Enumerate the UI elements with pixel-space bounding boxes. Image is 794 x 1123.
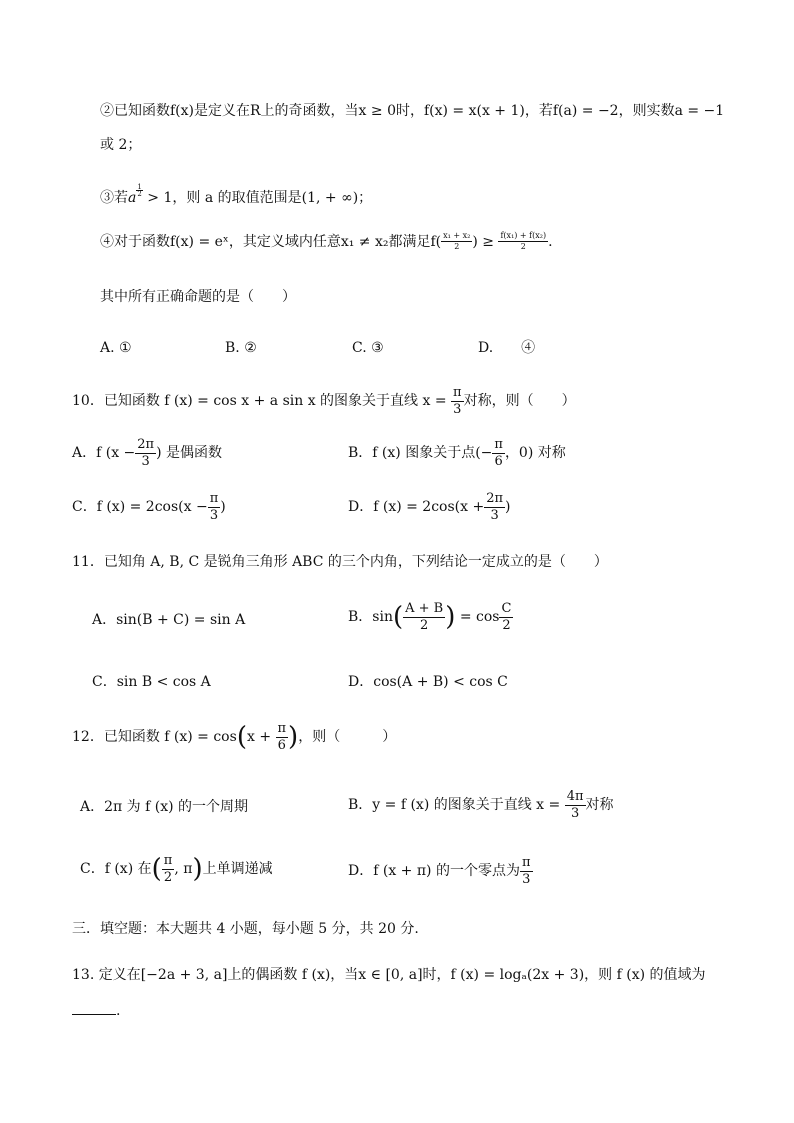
q13-line1: 13. 定义在[−2a + 3, a]上的偶函数 f (x)，当x ∈ [0, a]时，f (x) = logₐ(2x + 3)，则 f (x) 的值域为 <box>72 967 706 983</box>
q10-a-prefix: A．f (x − <box>72 445 136 462</box>
q11-b-den2: 2 <box>502 617 511 633</box>
q12-c-prefix: C．f (x) 在 <box>80 861 152 878</box>
q12-stem-den: 6 <box>277 737 286 753</box>
q9-item3-base: a <box>128 189 137 206</box>
q13-line2-end: . <box>116 1003 121 1019</box>
q10-option-b <box>348 438 566 468</box>
q12-b-num: 4π <box>566 789 584 804</box>
q11-stem: 11．已知角 A, B, C 是锐角三角形 ABC 的三个内角，下列结论一定成立的是（ ） <box>72 554 608 570</box>
q10-option-a <box>72 438 222 468</box>
q11-option-d: D．cos(A + B) < cos C <box>348 674 508 690</box>
q11-b-num: A + B <box>405 601 444 616</box>
q12-b-frac <box>565 790 586 820</box>
q10-d-den: 3 <box>490 507 499 523</box>
q9-item4-right-den: 2 <box>520 242 526 252</box>
q12-c-den: 2 <box>163 869 173 885</box>
q9-item4-left-den: 2 <box>454 242 460 252</box>
q10-d-suffix: ) <box>505 499 511 516</box>
q10-stem <box>72 386 576 416</box>
section3-heading: 三．填空题：本大题共 4 小题，每小题 5 分，共 20 分. <box>72 921 419 937</box>
q10-stem-frac <box>451 386 464 416</box>
q10-d-prefix: D．f (x) = 2cos(x + <box>348 499 485 516</box>
q9-option-b: B. ② <box>225 340 257 356</box>
q10-a-frac <box>135 438 156 468</box>
q9-item4-right-frac <box>498 232 548 252</box>
q10-b-suffix: ，0) 对称 <box>504 445 566 462</box>
q11-b-den: 2 <box>420 617 429 633</box>
q12-b-prefix: B．y = f (x) 的图象关于直线 x = <box>348 797 565 814</box>
q12-b-den: 3 <box>570 805 580 821</box>
q12-c-inner: , π <box>174 861 193 878</box>
q10-d-num: 2π <box>486 491 504 506</box>
q11-b-frac2 <box>499 602 513 632</box>
q12-stem-prefix: 12．已知函数 f (x) = cos <box>72 729 237 746</box>
q12-stem <box>72 722 396 752</box>
q9-option-d: D. ④ <box>478 340 536 356</box>
q12-option-c <box>80 854 273 884</box>
q10-c-num: π <box>209 491 219 506</box>
q9-item3 <box>100 184 372 205</box>
q11-b-num2: C <box>501 601 512 616</box>
q12-c-lparen: ( <box>151 854 162 885</box>
q10-c-den: 3 <box>209 507 219 523</box>
q10-c-suffix: ) <box>220 499 226 516</box>
q12-d-den: 3 <box>522 871 531 887</box>
q10-c-prefix: C．f (x) = 2cos(x − <box>72 499 208 516</box>
q11-option-c: C．sin B < cos A <box>92 674 211 690</box>
q13-line2 <box>72 1002 120 1018</box>
q12-c-rparen: ) <box>192 854 203 885</box>
q9-item3-exp-den: 2 <box>137 190 142 199</box>
q11-b-prefix: B．sin <box>348 609 393 626</box>
q12-option-d <box>348 856 533 886</box>
q12-c-suffix: 上单调递减 <box>202 861 273 878</box>
q10-a-suffix: ) 是偶函数 <box>156 445 223 462</box>
q10-b-frac <box>492 438 505 468</box>
q12-stem-inner: x + <box>246 729 276 746</box>
q12-b-suffix: 对称 <box>585 797 614 814</box>
q10-c-frac <box>208 492 221 522</box>
q11-option-b <box>348 602 513 632</box>
q11-option-a: A．sin(B + C) = sin A <box>92 612 246 628</box>
q9-item4 <box>100 232 553 252</box>
q9-question: 其中所有正确命题的是（ ） <box>100 289 296 305</box>
q9-item4-mid: ) ≥ <box>472 233 499 250</box>
q9-item4-left-frac <box>441 232 472 252</box>
q9-item3-prefix: ③若 <box>100 189 128 206</box>
q11-b-rparen: ) <box>445 602 456 633</box>
q11-b-lparen: ( <box>392 602 404 633</box>
q10-a-den: 3 <box>141 453 150 469</box>
q9-item4-end: . <box>548 233 553 250</box>
q10-b-num: π <box>494 437 503 452</box>
q10-stem-prefix: 10．已知函数 f (x) = cos x + a sin x 的图象关于直线 x = <box>72 393 452 410</box>
q9-item3-suffix: > 1，则 a 的取值范围是(1, + ∞)； <box>142 189 373 206</box>
q12-option-b <box>348 790 614 820</box>
q12-stem-suffix: ，则（ ） <box>298 729 397 746</box>
q12-d-num: π <box>521 855 531 870</box>
q9-item2-line2: 或 2； <box>100 137 142 153</box>
q9-item4-left-num: x₁ + x₂ <box>441 232 472 242</box>
q9-item4-prefix: ④对于函数f(x) = eˣ，其定义域内任意x₁ ≠ x₂都满足f( <box>100 233 442 250</box>
q10-stem-num: π <box>453 385 462 400</box>
q10-option-c <box>72 492 226 522</box>
q12-stem-frac <box>276 722 289 752</box>
q12-c-num: π <box>163 853 173 868</box>
q9-option-c: C. ③ <box>352 340 384 356</box>
q10-b-prefix: B．f (x) 图象关于点(− <box>348 445 493 462</box>
q12-d-frac <box>520 856 533 886</box>
q12-d-prefix: D．f (x + π) 的一个零点为 <box>348 863 520 880</box>
q12-c-frac <box>162 854 175 884</box>
q11-b-frac <box>403 602 445 632</box>
q12-option-a: A．2π 为 f (x) 的一个周期 <box>80 799 249 815</box>
q12-stem-num: π <box>277 721 287 736</box>
q9-item2-line1: ②已知函数f(x)是定义在R上的奇函数，当x ≥ 0时，f(x) = x(x + 1)，若f(a) = −2，则实数a = −1 <box>100 103 725 119</box>
q10-stem-den: 3 <box>453 401 462 417</box>
q9-item3-exp-num: 1 <box>137 183 142 191</box>
q11-b-mid: = cos <box>455 609 500 626</box>
q10-b-den: 6 <box>494 453 503 469</box>
q13-answer-blank[interactable] <box>72 1002 116 1015</box>
q9-item4-right-num: f(x₁) + f(x₂) <box>498 232 548 242</box>
q12-stem-rparen: ) <box>288 722 299 753</box>
q9-option-a: A. ① <box>100 340 132 356</box>
q10-option-d <box>348 492 511 522</box>
q10-a-num: 2π <box>137 437 155 452</box>
q10-stem-suffix: 对称，则（ ） <box>463 393 576 410</box>
q10-d-frac <box>484 492 505 522</box>
q12-stem-lparen: ( <box>236 722 247 753</box>
